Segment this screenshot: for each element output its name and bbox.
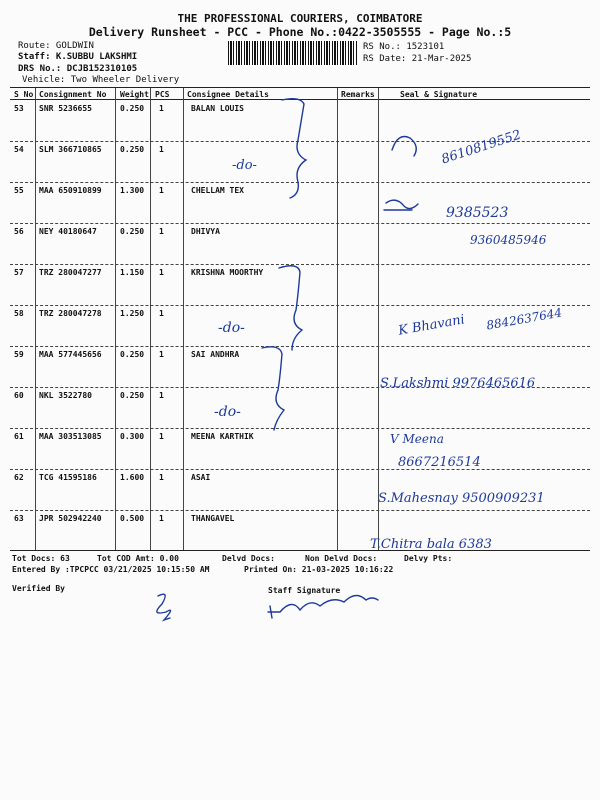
row-divider bbox=[10, 510, 590, 511]
row-consignee: THANGAVEL bbox=[191, 514, 235, 523]
verified-by: Verified By bbox=[12, 584, 65, 593]
divider bbox=[378, 88, 379, 550]
row-consignment-no: NEY 40180647 bbox=[39, 227, 97, 236]
row-consignment-no: SLM 366710865 bbox=[39, 145, 102, 154]
col-pcs: PCS bbox=[155, 90, 170, 99]
row-pcs: 1 bbox=[159, 186, 164, 195]
row-sno: 61 bbox=[14, 432, 24, 441]
row-pcs: 1 bbox=[159, 145, 164, 154]
row-sno: 58 bbox=[14, 309, 24, 318]
row-divider bbox=[10, 346, 590, 347]
row-pcs: 1 bbox=[159, 391, 164, 400]
staff-info: Staff: K.SUBBU LAKSHMI bbox=[18, 52, 138, 62]
row-pcs: 1 bbox=[159, 268, 164, 277]
row-sno: 63 bbox=[14, 514, 24, 523]
col-weight: Weight bbox=[120, 90, 149, 99]
row-divider bbox=[10, 182, 590, 183]
signature-row-63: T.Chitra bala 6383 bbox=[370, 537, 492, 552]
signature-row-62: S.Mahesnay 9500909231 bbox=[378, 491, 545, 506]
signature-row-61-phone: 8667216514 bbox=[398, 455, 481, 470]
row-consignment-no: MAA 650910899 bbox=[39, 186, 102, 195]
row-consignee: ASAI bbox=[191, 473, 211, 482]
row-sno: 57 bbox=[14, 268, 24, 277]
row-pcs: 1 bbox=[159, 473, 164, 482]
drs-number: DRS No.: DCJB152310105 bbox=[18, 64, 138, 74]
entered-by: Entered By :TPCPCC 03/21/2025 10:15:50 AM bbox=[12, 565, 210, 574]
divider bbox=[150, 88, 151, 550]
col-remarks: Remarks bbox=[341, 90, 375, 99]
row-consignee: SAI ANDHRA bbox=[191, 350, 240, 359]
row-consignment-no: JPR 502942240 bbox=[39, 514, 102, 523]
signature-row-57: K Bhavani bbox=[397, 312, 466, 339]
row-consignment-no: SNR 5236655 bbox=[39, 104, 92, 113]
row-weight: 0.250 bbox=[120, 104, 145, 113]
row-pcs: 1 bbox=[159, 227, 164, 236]
table-header-rule bbox=[10, 99, 590, 100]
row-pcs: 1 bbox=[159, 514, 164, 523]
company-title: THE PROFESSIONAL COURIERS, COIMBATORE bbox=[177, 12, 423, 25]
total-cod-amount: Tot COD Amt: 0.00 bbox=[97, 554, 179, 563]
row-consignment-no: TRZ 280047278 bbox=[39, 309, 102, 318]
ditto-mark: -do- bbox=[214, 404, 241, 420]
row-consignee: DHIVYA bbox=[191, 227, 220, 236]
row-consignee: KRISHNA MOORTHY bbox=[191, 268, 264, 277]
row-divider bbox=[10, 264, 590, 265]
row-consignment-no: TRZ 280047277 bbox=[39, 268, 102, 277]
row-weight: 1.300 bbox=[120, 186, 145, 195]
row-pcs: 1 bbox=[159, 432, 164, 441]
row-consignee: CHELLAM TEX bbox=[191, 186, 244, 195]
col-consignment: Consignment No bbox=[39, 90, 107, 99]
row-divider bbox=[10, 428, 590, 429]
row-sno: 56 bbox=[14, 227, 24, 236]
row-sno: 55 bbox=[14, 186, 24, 195]
ditto-mark: -do- bbox=[232, 158, 257, 173]
row-pcs: 1 bbox=[159, 104, 164, 113]
row-pcs: 1 bbox=[159, 309, 164, 318]
printed-on: Printed On: 21-03-2025 10:16:22 bbox=[244, 565, 394, 574]
rs-date: RS Date: 21-Mar-2025 bbox=[363, 54, 472, 64]
row-weight: 0.250 bbox=[120, 391, 145, 400]
row-weight: 0.500 bbox=[120, 514, 145, 523]
row-divider bbox=[10, 469, 590, 470]
row-consignment-no: MAA 577445656 bbox=[39, 350, 102, 359]
row-consignment-no: NKL 3522780 bbox=[39, 391, 92, 400]
row-consignee: BALAN LOUIS bbox=[191, 104, 244, 113]
col-consignee: Consignee Details bbox=[187, 90, 269, 99]
ditto-mark: -do- bbox=[218, 320, 245, 336]
row-divider bbox=[10, 305, 590, 306]
row-weight: 0.250 bbox=[120, 350, 145, 359]
row-weight: 0.300 bbox=[120, 432, 145, 441]
staff-signature-label: Staff Signature bbox=[268, 586, 341, 595]
route-info: Route: GOLDWIN bbox=[18, 41, 94, 51]
divider bbox=[35, 88, 36, 550]
signature-row-58: 8842637644 bbox=[485, 305, 563, 333]
row-sno: 54 bbox=[14, 145, 24, 154]
rs-number: RS No.: 1523101 bbox=[363, 42, 445, 52]
col-seal-signature: Seal & Signature bbox=[400, 90, 478, 99]
delivery-points: Delvy Pts: bbox=[404, 554, 453, 563]
row-weight: 0.250 bbox=[120, 227, 145, 236]
total-docs: Tot Docs: 63 bbox=[12, 554, 70, 563]
row-pcs: 1 bbox=[159, 350, 164, 359]
row-weight: 1.250 bbox=[120, 309, 145, 318]
non-delivered-docs: Non Delvd Docs: bbox=[305, 554, 378, 563]
row-consignment-no: TCG 41595186 bbox=[39, 473, 97, 482]
divider bbox=[337, 88, 338, 550]
signature-row-56: 9360485946 bbox=[470, 233, 547, 247]
runsheet-subtitle: Delivery Runsheet - PCC - Phone No.:0422-3505555 - Page No.:5 bbox=[88, 25, 512, 39]
barcode bbox=[228, 41, 358, 65]
row-sno: 60 bbox=[14, 391, 24, 400]
row-consignee: MEENA KARTHIK bbox=[191, 432, 254, 441]
row-divider bbox=[10, 223, 590, 224]
row-consignment-no: MAA 303513085 bbox=[39, 432, 102, 441]
row-weight: 0.250 bbox=[120, 145, 145, 154]
col-sno: S No bbox=[14, 90, 34, 99]
delivered-docs: Delvd Docs: bbox=[222, 554, 275, 563]
signature-row-55: 9385523 bbox=[446, 205, 509, 221]
table-top-rule bbox=[10, 87, 590, 88]
signature-row-61-name: V Meena bbox=[390, 432, 444, 446]
divider bbox=[183, 88, 184, 550]
divider bbox=[115, 88, 116, 550]
row-sno: 59 bbox=[14, 350, 24, 359]
vehicle-info: Vehicle: Two Wheeler Delivery bbox=[22, 75, 180, 85]
signature-row-53: 8610819552 bbox=[439, 127, 524, 168]
row-weight: 1.150 bbox=[120, 268, 145, 277]
table-bottom-rule bbox=[10, 550, 590, 551]
row-sno: 53 bbox=[14, 104, 24, 113]
row-weight: 1.600 bbox=[120, 473, 145, 482]
signature-row-59: S.Lakshmi 9976465616 bbox=[380, 376, 536, 391]
row-sno: 62 bbox=[14, 473, 24, 482]
